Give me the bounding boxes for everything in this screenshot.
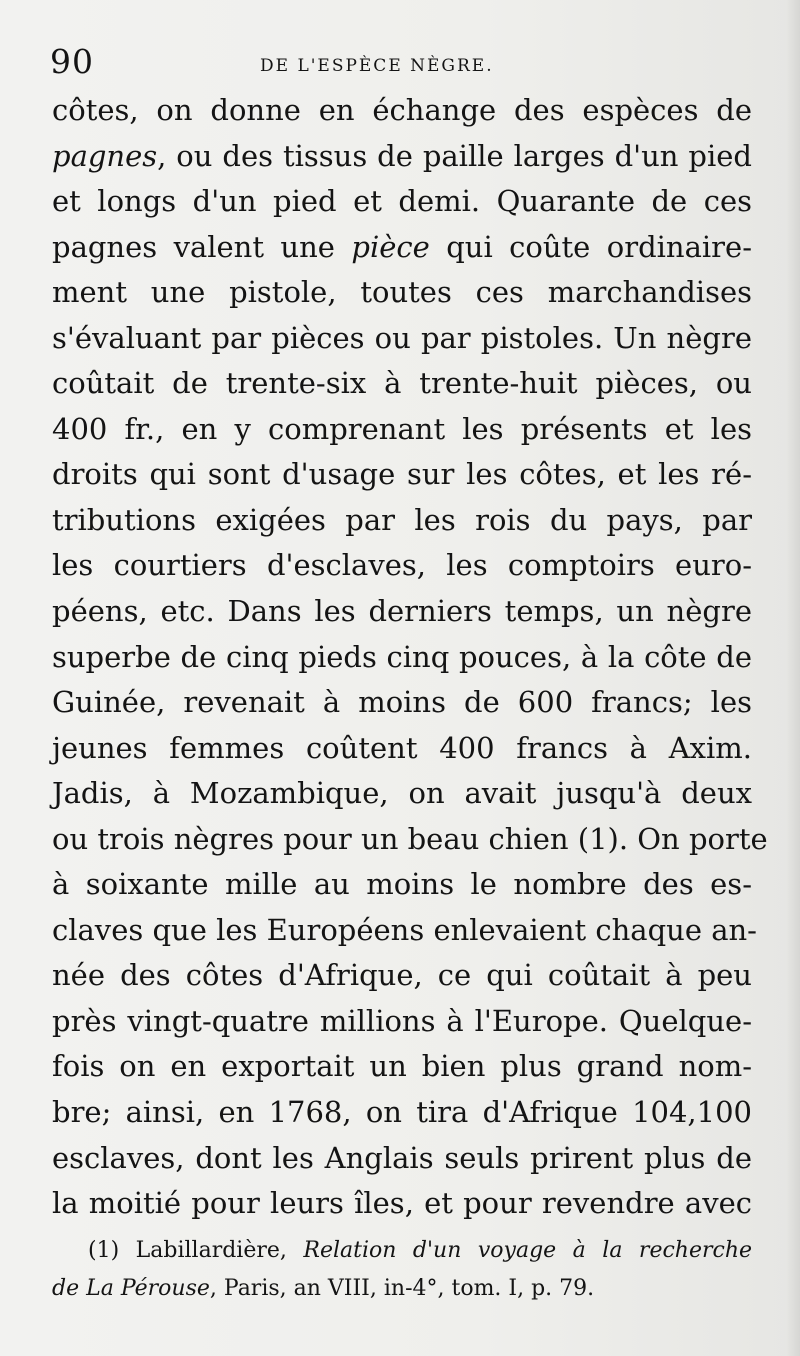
text-line: s'évaluant par pièces ou par pistoles. Un nègre: [52, 320, 752, 355]
text-line: droits qui sont d'usage sur les côtes, et les ré-: [52, 457, 752, 492]
text-line: Guinée, revenait à moins de 600 francs; les: [52, 685, 752, 720]
footnote-marker: (1): [88, 1238, 120, 1263]
text-line: côtes, on donne en échange des espèces de: [52, 93, 752, 127]
italic-word: pagnes: [52, 138, 158, 173]
text-line: à soixante mille au moins le nombre des es-: [52, 867, 752, 902]
text-line: Jadis, à Mozambique, on avait jusqu'à deux: [52, 776, 752, 811]
text-line: ou trois nègres pour un beau chien (1). On porte: [52, 821, 768, 856]
text-line: bre; ainsi, en 1768, on tira d'Afrique 104,100: [52, 1095, 752, 1130]
footnote-title: Relation d'un voyage à la recherche: [303, 1238, 753, 1263]
text-line: péens, etc. Dans les derniers temps, un nègre: [52, 594, 752, 629]
text-line-rest: , ou des tissus de paille larges d'un pied: [157, 138, 752, 173]
text-line: pagnes valent une pièce qui coûte ordinaire-: [52, 229, 752, 264]
text-line: ment une pistole, toutes ces marchandises: [52, 275, 752, 310]
text-line: et longs d'un pied et demi. Quarante de ces: [52, 184, 752, 219]
text-line: la moitié pour leurs îles, et pour revendre avec: [52, 1186, 752, 1221]
footnote: [52, 1232, 752, 1308]
text-line: superbe de cinq pieds cinq pouces, à la côte de: [52, 639, 752, 674]
text-line: près vingt-quatre millions à l'Europe. Quelque-: [52, 1003, 752, 1038]
footnote-details: , Paris, an VIII, in-4°, tom. I, p. 79.: [209, 1276, 595, 1301]
text-line: [52, 134, 752, 180]
text-line: jeunes femmes coûtent 400 francs à Axim.: [52, 730, 752, 765]
italic-word: pièce: [351, 229, 430, 264]
footnote-author: Labillardière,: [135, 1238, 287, 1263]
text-line: claves que les Européens enlevaient chaque an-: [52, 912, 757, 947]
running-head: DE L'ESPÈCE NÈGRE.: [260, 56, 494, 76]
page-edge-shadow: [786, 0, 800, 1356]
text-line: fois on en exportait un bien plus grand nom-: [52, 1049, 752, 1084]
text-line: esclaves, dont les Anglais seuls prirent plus de: [52, 1140, 752, 1175]
body-text: [52, 88, 768, 1227]
footnote-line: [52, 1270, 712, 1308]
footnote-title-cont: de La Pérouse: [52, 1276, 210, 1301]
text-line: coûtait de trente-six à trente-huit pièces, ou: [52, 366, 752, 401]
text-line: née des côtes d'Afrique, ce qui coûtait à peu: [52, 958, 752, 993]
text-line: 400 fr., en y comprenant les présents et les: [52, 411, 752, 446]
footnote-line: [52, 1232, 752, 1270]
text-line: les courtiers d'esclaves, les comptoirs euro-: [52, 548, 752, 583]
page-header: [50, 40, 750, 84]
page-number: 90: [50, 42, 94, 81]
text-line: tributions exigées par les rois du pays, par: [52, 502, 752, 537]
